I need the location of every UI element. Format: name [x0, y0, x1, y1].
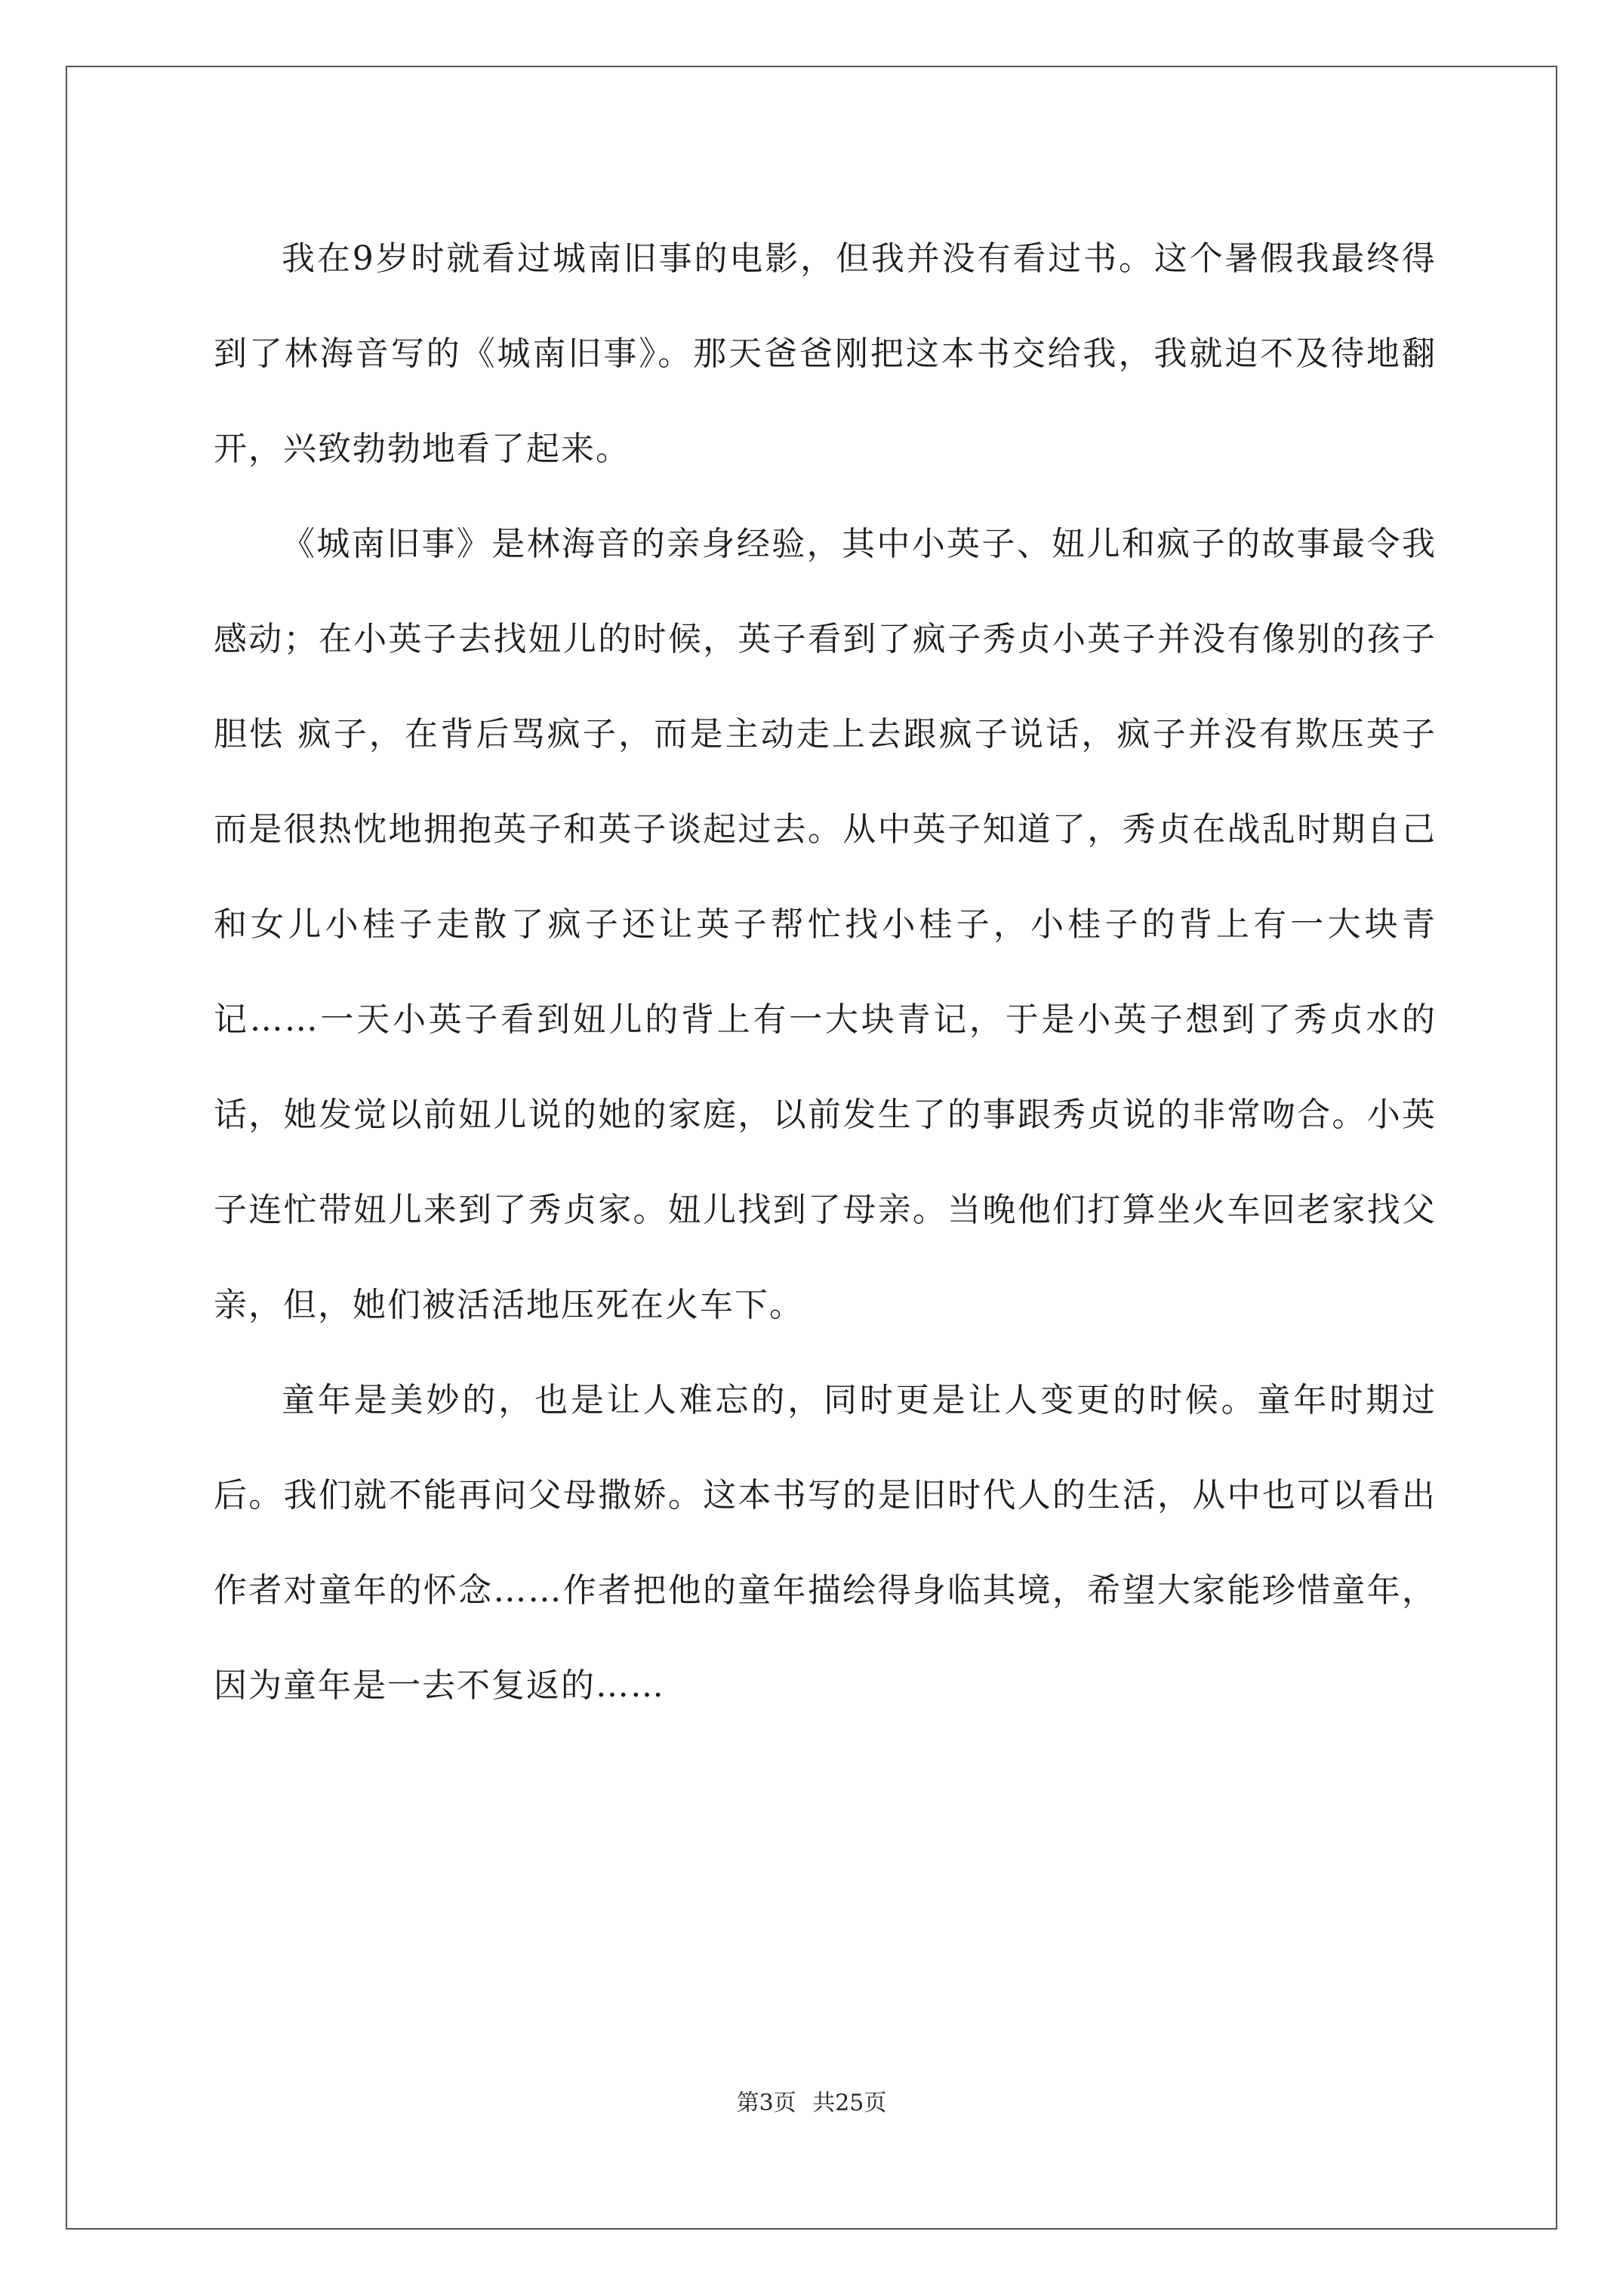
- paragraph-2: 《城南旧事》是林海音的亲身经验，其中小英子、妞儿和疯子的故事最令我感动；在小英子去找妞儿的时候，英子看到了疯子秀贞小英子并没有像别的孩子胆怯 疯子，在背后骂疯子，而是主动走上去跟疯子说话，疯子并没有欺压英子而是很热忱地拥抱英子和英子谈起过去。从中英子知道了，秀贞在战乱时期自己和女儿小桂子走散了疯子还让英子帮忙找小桂子，小桂子的背上有一大块青记……一天小英子看到妞儿的背上有一大块青记，于是小英子想到了秀贞水的话，她发觉以前妞儿说的她的家庭，以前发生了的事跟秀贞说的非常吻合。小英子连忙带妞儿来到了秀贞家。妞儿找到了母亲。当晚他们打算坐火车回老家找父亲，但，她们被活活地压死在火车下。: [214, 525, 1437, 1324]
- page-number: 第3页: [736, 2090, 796, 2116]
- paragraph-1: 我在9岁时就看过城南旧事的电影，但我并没有看过书。这个暑假我最终得到了林海音写的《城南旧事》。那天爸爸刚把这本书交给我，我就迫不及待地翻开，兴致勃勃地看了起来。: [214, 239, 1437, 468]
- document-body: [214, 211, 1437, 1734]
- paragraph-3: 童年是美妙的，也是让人难忘的，同时更是让人变更的时候。童年时期过后。我们就不能再问父母撒娇。这本书写的是旧时代人的生活，从中也可以看出作者对童年的怀念……作者把他的童年描绘得身临其境，希望大家能珍惜童年，因为童年是一去不复返的……: [214, 1381, 1437, 1705]
- page-footer: [0, 2084, 1623, 2117]
- page-total: 共25页: [812, 2090, 887, 2116]
